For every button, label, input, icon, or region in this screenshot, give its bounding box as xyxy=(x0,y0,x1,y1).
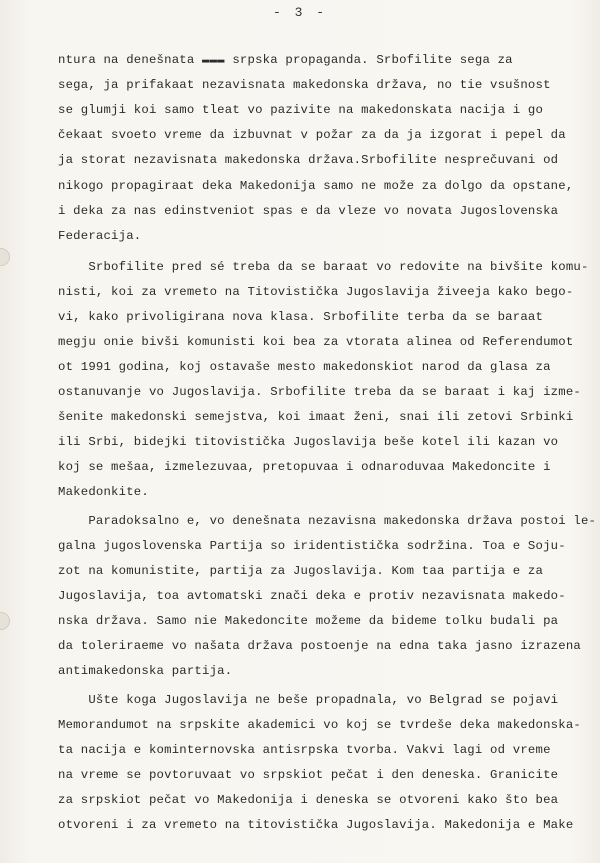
text-line: otvoreni i za vremeto na titovistička Jugoslavija. Makedonija e Make xyxy=(58,818,574,832)
text-line: i deka za nas edinstveniot spas e da vleze vo novata Jugoslovenska xyxy=(58,204,559,218)
text-line: Jugoslavija, toa avtomatski znači deka e protiv nezavisnata makedo- xyxy=(58,589,566,603)
text-line: nska država. Samo nie Makedoncite možeme da bideme tolku budali pa xyxy=(58,614,559,628)
text-line: nisti, koi za vremeto na Titovistička Jugoslavija živeeja kako bego- xyxy=(58,285,574,299)
text-line: se glumji koi samo tleat vo pazivite na makedonskata nacija i go xyxy=(58,103,544,117)
text-line: zot na komunistite, partija za Jugoslavija. Kom taa partija e za xyxy=(58,564,544,578)
text-line: galna jugoslovenska Partija so iridentistička sodržina. Toa e Soju- xyxy=(58,539,566,553)
text-line: ot 1991 godina, koj ostavaše mesto makedonskiot narod da glasa za xyxy=(58,360,551,374)
text-line: Federacija. xyxy=(58,229,142,243)
text-line: Memorandumot na srpskite akademici vo koj se tvrdeše deka makedonska- xyxy=(58,718,581,732)
text-line: Srbofilite pred sé treba da se baraat vo redovite na bivšite komu- xyxy=(58,260,589,274)
punch-hole xyxy=(0,248,10,266)
text-line: vi, kako privoligirana nova klasa. Srbofilite terba da se baraat xyxy=(58,310,544,324)
text-line: ta nacija e kominternovska antisrpska tvorba. Vakvi lagi od vreme xyxy=(58,743,551,757)
punch-hole xyxy=(0,612,10,630)
text-line: koj se mešaa, izmelezuvaa, pretopuvaa i odnaroduvaa Makedoncite i xyxy=(58,460,551,474)
page-number: - 3 - xyxy=(272,5,327,20)
text-line: ja storat nezavisnata makedonska država.Srbofilite nesprečuvani od xyxy=(58,153,559,167)
text-line: nikogo propagiraat deka Makedonija samo ne može za dolgo da opstane, xyxy=(58,179,574,193)
text-line: sega, ja prifakaat nezavisnata makedonska država, no tie vsušnost xyxy=(58,78,551,92)
text-line: Makedonkite. xyxy=(58,485,149,499)
text-line: antimakedonska partija. xyxy=(58,664,233,678)
text-line: ostanuvanje vo Jugoslavija. Srbofilite treba da se baraat i kaj izme- xyxy=(58,385,581,399)
text-line: za srpskiot pečat vo Makedonija i deneska se otvoreni kako što bea xyxy=(58,793,559,807)
text-line: Paradoksalno e, vo denešnata nezavisna makedonska država postoi le- xyxy=(58,514,597,528)
text-line: megju onie bivši komunisti koi bea za vtorata alinea od Referendumot xyxy=(58,335,574,349)
text-line: ili Srbi, bidejki titovistička Jugoslavija beše kotel ili kazan vo xyxy=(58,435,559,449)
text-line: čekaat svoeto vreme da izbuvnat v požar za da ja izgorat i pepel da xyxy=(58,128,566,142)
text-line: na vreme se povtoruvaat vo srpskiot pečat i den deneska. Granicite xyxy=(58,768,559,782)
text-line: Ušte koga Jugoslavija ne beše propadnala, vo Belgrad se pojavi xyxy=(58,693,559,707)
text-line: ntura na denešnata ▬▬▬ srpska propaganda. Srbofilite sega za xyxy=(58,53,513,67)
text-line: šenite makedonski semejstva, koi imaat ženi, snai ili zetovi Srbinki xyxy=(58,410,574,424)
text-line: da toleriraeme vo našata država postoenje na edna taka jasno izrazena xyxy=(58,639,581,653)
